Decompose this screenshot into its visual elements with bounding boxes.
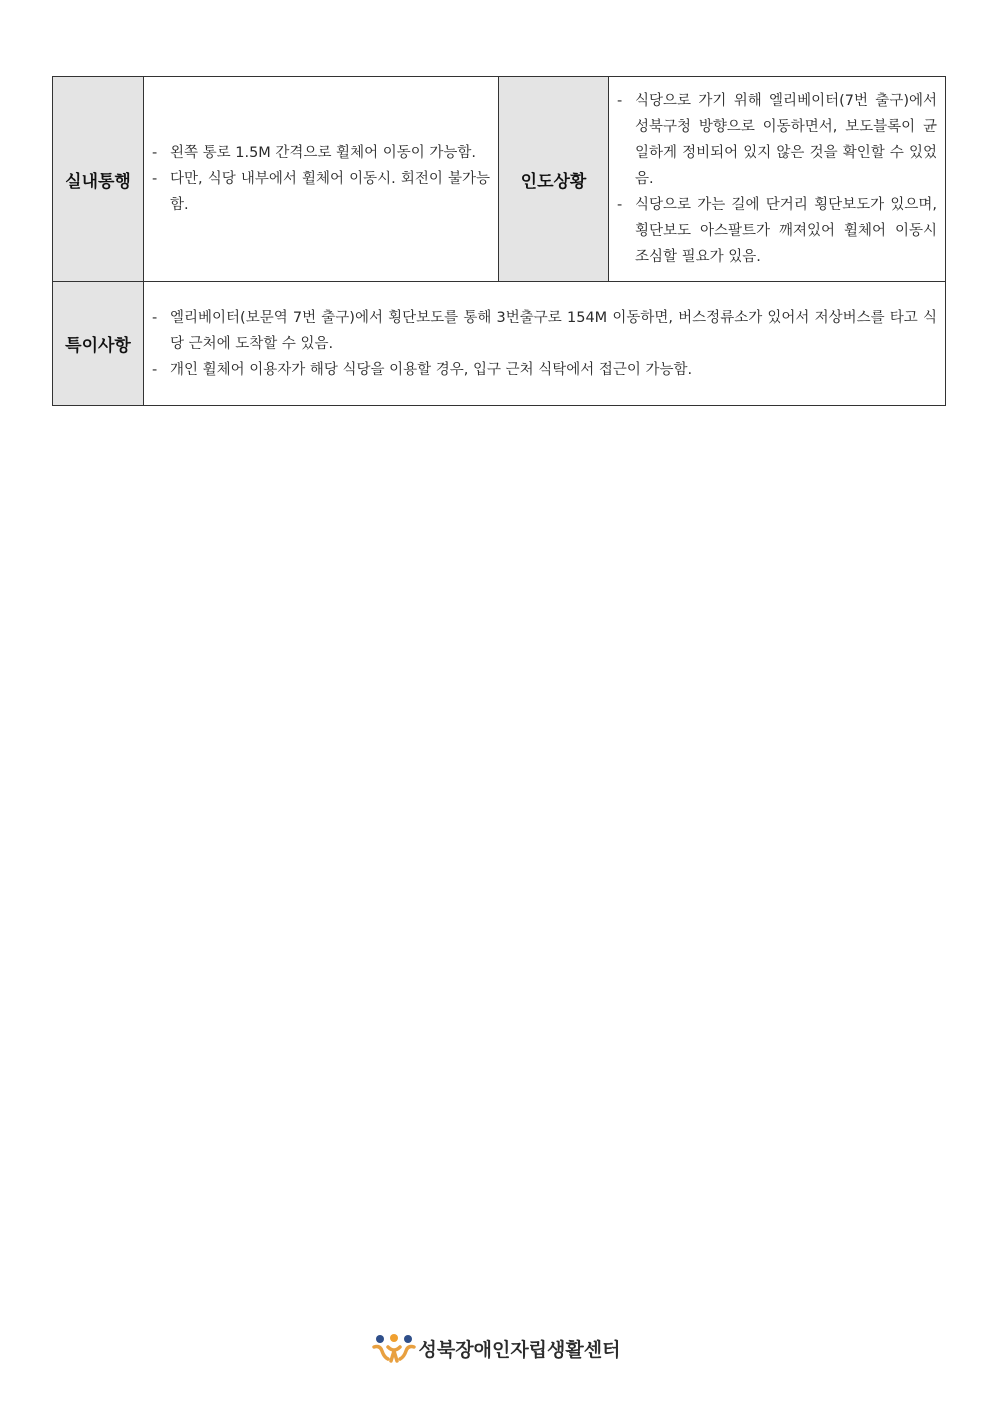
list-item [152,140,490,166]
table-row [53,77,946,282]
info-table [52,76,946,406]
special-notes-content [144,282,946,406]
sidewalk-status-content [609,77,946,282]
footer [0,1333,992,1363]
bullet-dash: - [152,309,158,326]
special-notes-list [152,305,937,383]
list-item [152,357,937,383]
list-item [152,305,937,357]
list-item-text: 왼쪽 통로 1.5M 간격으로 휠체어 이동이 가능함. [170,145,476,161]
indoor-passage-list [152,140,490,218]
list-item-text: 식당으로 가기 위해 엘리베이터(7번 출구)에서 성북구청 방향으로 이동하면서, 보도블록이 균일하게 정비되어 있지 않은 것을 확인할 수 있었음. [635,93,937,187]
list-item-text: 다만, 식당 내부에서 휠체어 이동시. 회전이 불가능함. [170,171,490,213]
bullet-dash: - [617,93,623,109]
table-row [53,282,946,406]
footer-logo [372,1333,621,1363]
label-indoor-passage: 실내통행 [53,77,144,282]
label-sidewalk-status: 인도상황 [499,77,609,282]
list-item-text: 개인 휠체어 이용자가 해당 식당을 이용할 경우, 입구 근처 식탁에서 접근이 가능함. [170,361,693,378]
bullet-dash: - [152,145,158,161]
label-special-notes: 특이사항 [53,282,144,406]
org-name: 성북장애인자립생활센터 [418,1338,621,1361]
people-logo-icon [372,1333,416,1363]
sidewalk-status-list [617,88,937,270]
list-item-text: 식당으로 가는 길에 단거리 횡단보도가 있으며, 횡단보도 아스팔트가 깨져있어 휠체어 이동시 조심할 필요가 있음. [635,197,937,265]
list-item-text: 엘리베이터(보문역 7번 출구)에서 횡단보도를 통해 3번출구로 154M 이동하면, 버스정류소가 있어서 저상버스를 타고 식당 근처에 도착할 수 있음. [170,309,937,352]
bullet-dash: - [152,361,158,378]
list-item [152,166,490,218]
list-item [617,88,937,192]
list-item [617,192,937,270]
bullet-dash: - [152,171,158,187]
indoor-passage-content [144,77,499,282]
bullet-dash: - [617,197,623,213]
